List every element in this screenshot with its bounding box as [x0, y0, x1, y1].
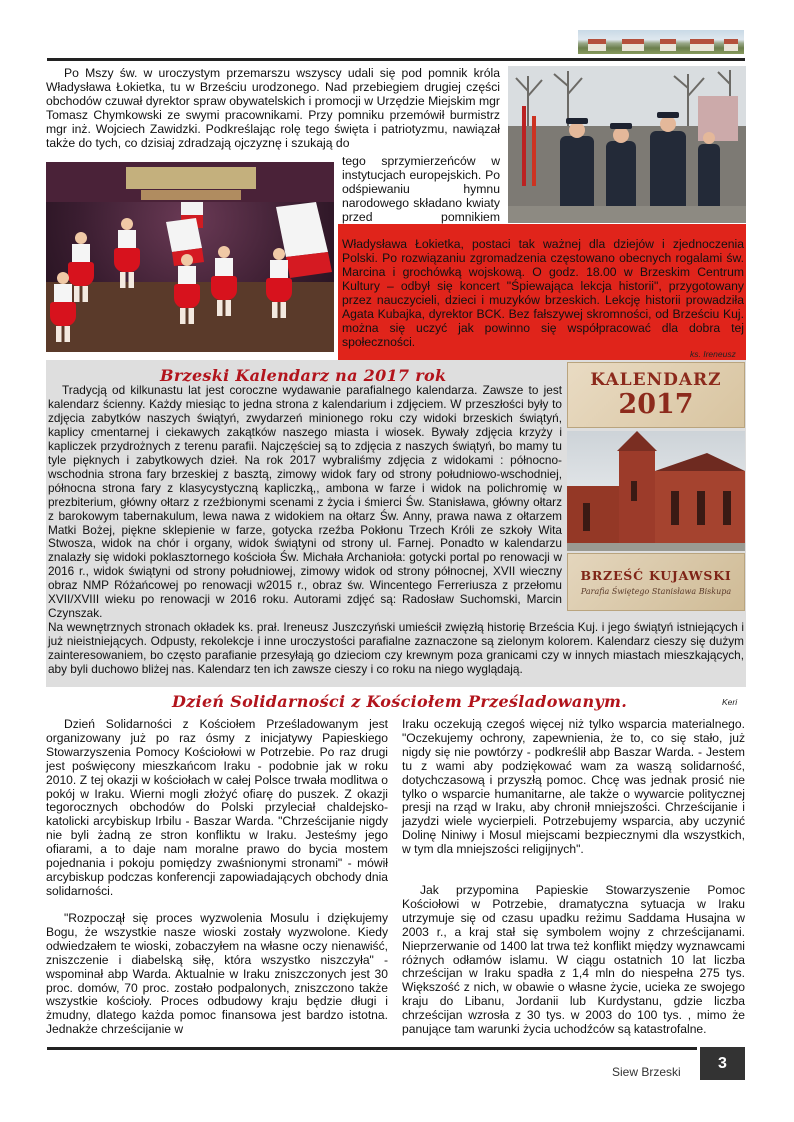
calendar-cover-year: 2017: [618, 389, 694, 420]
calendar-article-paragraph-wide: Na wewnętrznych stronach okładek ks. prał. Ireneusz Juszczyński umieścił zwięzłą historię Brześcia Kuj. i jego świątyń istniejących i już nieistniejących. Odpusty, rekolekcje i inne uroczystości parafialne zaznaczone są zielonym kolorem. Kalendarz cieszy się dużym zainteresowaniem, bo często parafianie przesyłają go dzieciom czy krewnym poza granicami czy w innych miastach mieszkających, aby byli duchowo bliżej nas. Kalendarz ten ich zawsze cieszy i co roku na niego wyglądają.: [48, 620, 744, 676]
calendar-cover-word: KALENDARZ: [590, 370, 722, 390]
dancer-figure: [174, 254, 200, 324]
calendar-cover-image: [567, 362, 745, 428]
solidarity-col1-paragraph1: Dzień Solidarności z Kościołem Prześladowanym jest organizowany już po raz ósmy z inicjatywy Papieskiego Stowarzyszenia Pomocy Kościołowi w Potrzebie. Po raz drugi jest poświęcony mieszkańcom Iraku - podobnie jak w roku 2010. Z tej okazji w kościołach w całej Polsce trwała modlitwa o pokój w Iraku. Wierni mogli złożyć ofiarę do puszek. Z okazji tegorocznych obchodów do Polski przyleciał chaldejsko-katolicki arcybiskup Irbilu - Baszar Warda. "Chrześcijanie nigdy nie byli żadną ze stron konfliktu w Iraku. Jesteśmy jego ofiarami, a to daje nam moralne prawo do bycia mostem pojednania i pokoju pomiędzy zwaśnionymi stronami" - mówił arcybiskup podczas konferencji zapowiadających obchody dnia solidarności.: [46, 717, 388, 898]
calendar-article-signature: Keri: [722, 697, 738, 707]
dancer-figure: [211, 246, 237, 316]
page-number: 3: [700, 1047, 745, 1080]
top-divider: [47, 58, 745, 61]
bottom-divider: [47, 1047, 697, 1050]
article1-paragraph-top: Po Mszy św. w uroczystym przemarszu wszyscy udali się pod pomnik króla Władysława Łokietka, tu w Brześciu urodzonego. Nad przebiegiem drugiej części obchodów czuwał dyrektor spraw obywatelskich i promocji w Urzędzie Miejskim mgr Tomasz Chymkowski ze swymi pracownikami. Przy pomniku przemówił burmistrz mgr inż. Wojciech Zawidzki. Podkreślając rolę tego święta i patriotyzmu, nawiązał także do tych, co dzisiaj zdradzają ojczyznę i szukają do: [46, 66, 500, 150]
solidarity-article-title: Dzień Solidarności z Kościołem Prześladowanym.: [172, 692, 628, 711]
dancer-figure: [50, 272, 76, 342]
calendar-article-paragraph: Tradycją od kilkunastu lat jest coroczne wydawanie parafialnego kalendarza. Zawsze to jest kalendarz ścienny. Każdy miesiąc to jedna strona z kalendarium i zdjęciem. W przeszłości były to zdjęcia zabytków naszych świątyń, zwydarzeń minionego roku czy widoki brzeskich świątyń, kaplicy cmentarnej i ciekawych zakątków naszego miasta i wiosek. Bywały zdjęcia krzyży i kapliczek przydrożnych z terenu parafii. Najczęściej są to zdjęcia z naszych świątyń, bo mamy tu tyle pięknych i zabytkowych dzieł. Na rok 2017 wybraliśmy zdjęcia z widokami : północno-wschodnia strona fary brzeskiej z basztą, zimowy widok fary od strony południowo-wschodniej, północna strona fary z klasycystyczną kapliczką,, ambona w farze i widok na polichromię w prezbiterium, główny ołtarz z rzeźbionymi scenami z życia i śmierci Św. Stanisława, główny ołtarz z barokowym tabernakulum, lewa nawa z widokiem na ołtarz Św. Anny, prawa nawa z ołtarzem Matki Bożej, piękne sklepienie w farze, gotycka rzeźba Pokłonu Trzech Króli ze szkoły Wita Stwosza, widok na chór i organy, widok świątyni od strony ul. Farnej. Ponadto w kalendarzu znalazły się widoki poklasztornego kościoła Św. Michała Archanioła: gotycki portal po renowacji w 2016 r., widok świątyni od strony południowej, zimowy widok od strony północnej, XVII wieczny obraz NMP Różańcowej po renowacji w2015 r., obraz św. Wincentego Ferreriusza z przełomu XVII/XVIII wieku po renowacji w 2016 roku. Autorami zdjęć są: Radosław Suchomski, Marcin Czynszak.: [48, 383, 562, 621]
publication-name: Siew Brzeski: [612, 1065, 681, 1079]
brzesc-cover-subtitle: Parafia Świętego Stanisława Biskupa: [580, 587, 732, 596]
header-village-photo: [578, 30, 744, 54]
dancer-figure: [114, 218, 140, 288]
church-photo: [567, 431, 745, 551]
dancer-figure: [266, 248, 292, 318]
article1-paragraph-red: Władysława Łokietka, postaci tak ważnej dla dziejów i zjednoczenia Polski. Po rozwiązaniu zgromadzenia częstowano obecnych rogalami św. Marcina i grochówką wojskową. O godz. 18.00 w Brzeskim Centrum Kultury – odbył się koncert "Śpiewająca lekcja historii", przygotowany przez nauczycieli, dzieci i muzyków brzeskich. Lekcję historii prowadziła Agata Kubajka, dyrektor BCK. Bez fałszywej skromności, od Brześciu Kuj. można się uczyć jak powinno się współpracować dla dobra tej społeczności.: [342, 237, 744, 349]
calendar-article-title: Brzeski Kalendarz na 2017 rok: [160, 366, 447, 385]
ceremony-photo: [508, 66, 746, 223]
brzesc-cover-title: BRZEŚĆ KUJAWSKI: [580, 568, 732, 583]
article1-signature: ks. Ireneusz: [690, 349, 736, 359]
brzesc-cover-image: [567, 553, 745, 611]
concert-stage-photo: [46, 162, 334, 352]
solidarity-col2-paragraph1: Iraku oczekują czegoś więcej niż tylko wsparcia materialnego. "Oczekujemy ochrony, zapewnienia, że to, co się stało, już nigdy się nie powtórzy - podkreślił abp Baszar Warda. - Jestem tu z wami aby podziękować wam za waszą solidarność, dotychczasową i przyszłą pomoc. Chcę was jednak prosić nie tylko o wsparcie humanitarne, ale także o wywarcie politycznej presji na rząd w Iraku, aby chronił mniejszości. Chrześcijanie i jazydzi wiele wycierpieli. Potrzebujemy wsparcia, aby uczynić Dolinę Niniwy i Mosul miejscami bezpiecznymi dla wszystkich, w tym dla mniejszości religijnych".: [402, 717, 745, 857]
solidarity-col1-paragraph2: "Rozpoczął się proces wyzwolenia Mosulu i dziękujemy Bogu, że wszystkie nasze wioski zostały wyzwolone. Kiedy odwiedzałem te wioski, zobaczyłem na własne oczy nienawiść, zniszczenie i diabelską siłę, która wszystko niszczyła" - wspominał abp Warda. Aktualnie w Iraku zniszczonych jest 30 proc. domów, 70 proc. zostało podpalonych, zniszczono także wszystkie kościoły. Proces odbudowy kraju będzie długi i żmudny, dlatego każda pomoc finansowa jest bardzo istotna. Jednakże chrześcijanie w: [46, 911, 388, 1037]
article1-paragraph-mid: tego sprzymierzeńców w instytucjach europejskich. Po odśpiewaniu hymnu narodowego składano kwiaty przed pomnikiem: [342, 154, 500, 224]
solidarity-col2-paragraph2: Jak przypomina Papieskie Stowarzyszenie Pomoc Kościołowi w Potrzebie, dramatyczna sytuacja w Iraku utrzymuje się od czasu upadku reżimu Saddama Husajna w 2003 r., a kraj stał się symbolem wojny z chrześcijanami. Nieprzerwanie od 1400 lat trwa też konflikt między wyznawcami różnych odłamów islamu. W ciągu ostatnich 10 lat liczba chrześcijan w Iraku spadła z 1,4 mln do niespełna 275 tys. Większość z nich, w obawie o własne życie, ucieka ze swojego kraju do Libanu, Jordanii lub Kurdystanu, gdzie liczba chrześcijan wzrosła z 30 tys. w 2003 do 100 tys. , mimo że panujące tam warunki życia uchodźców są katastrofalne.: [402, 883, 745, 1037]
